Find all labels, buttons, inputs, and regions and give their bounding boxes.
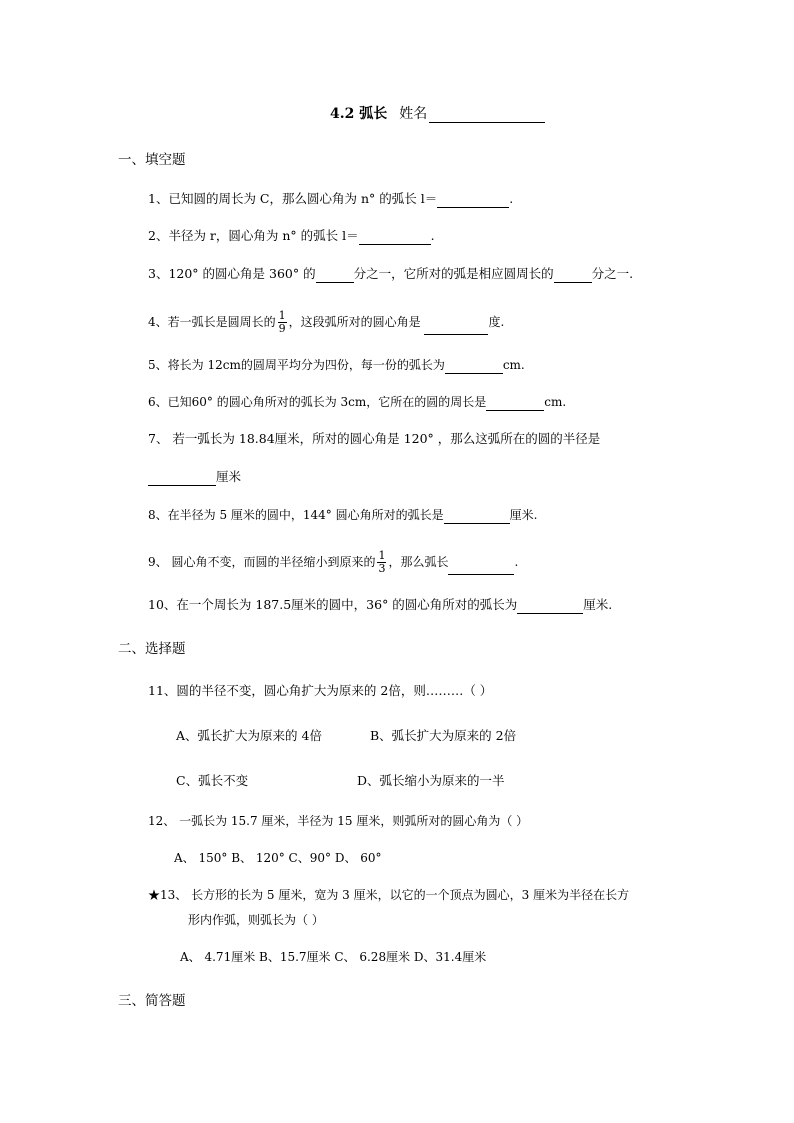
name-label: 姓名 [399, 106, 428, 122]
question-2: 2、半径为 r，圆心角为 n° 的弧长 l＝ . [148, 228, 435, 243]
question-8: 8、在半径为 5 厘米的圆中，144° 圆心角所对的弧长是 厘米. [148, 508, 538, 522]
question-12: 12、 一弧长为 15.7 厘米，半径为 15 厘米，则弧所对的圆心角为（ ） [148, 814, 529, 828]
question-9: 9、 圆心角不变，而圆的半径缩小到原来的 $\frac{1}{3}$ ，那么弧长 . [148, 549, 519, 575]
question-13: ★13、 长方形的长为 5 厘米，宽为 3 厘米，以它的一个顶点为圆心，3 厘米为半径在长方 [148, 888, 630, 902]
question-5: 5、将长为 12cm的圆周平均分为四份，每一份的弧长为 cm. [148, 358, 525, 372]
option-11b[interactable]: B、弧长扩大为原来的 2倍 [370, 728, 517, 743]
section-short-answer: 三、简答题 [118, 993, 186, 1009]
section-fill-blank: 一、填空题 [118, 152, 186, 168]
section-choice: 二、选择题 [118, 641, 186, 657]
answer-blank[interactable] [554, 269, 592, 283]
option-11d[interactable]: D、弧长缩小为原来的一半 [357, 773, 505, 788]
options-13[interactable]: A、 4.71厘米 B、15.7厘米 C、 6.28厘米 D、31.4厘米 [180, 950, 487, 964]
answer-blank[interactable] [359, 231, 431, 245]
options-12[interactable]: A、 150° B、 120° C、90° D、 60° [174, 851, 382, 865]
answer-blank[interactable] [437, 194, 509, 208]
answer-blank[interactable] [444, 510, 510, 524]
name-blank[interactable] [429, 108, 545, 123]
fraction: $\frac{1}{9}$ [278, 309, 286, 335]
option-11a[interactable]: A、弧长扩大为原来的 4倍 [176, 728, 322, 743]
answer-blank[interactable] [316, 269, 354, 283]
answer-blank[interactable] [448, 561, 514, 575]
question-1: 1、已知圆的周长为 C，那么圆心角为 n° 的弧长 l＝ . [148, 191, 514, 206]
question-13-cont: 形内作弧，则弧长为（ ） [188, 913, 324, 927]
question-7-cont: 厘米 [148, 468, 241, 486]
title-text: 4.2 弧长 [330, 106, 388, 122]
question-6: 6、已知60° 的圆心角所对的弧长为 3cm，它所在的圆的周长是 cm. [148, 395, 567, 409]
answer-blank[interactable] [486, 397, 544, 411]
question-3: 3、120° 的圆心角是 360° 的 分之一，它所对的弧是相应圆周长的 分之一. [148, 266, 634, 281]
answer-blank[interactable] [445, 360, 503, 374]
page-title [330, 103, 545, 123]
answer-blank[interactable] [424, 321, 488, 335]
question-11: 11、圆的半径不变，圆心角扩大为原来的 2倍，则………（ ） [148, 683, 493, 698]
answer-blank[interactable] [148, 472, 216, 486]
question-4: 4、若一弧长是圆周长的 $\frac{1}{9}$ ，这段弧所对的圆心角是 度. [148, 309, 505, 335]
fraction: $\frac{1}{3}$ [378, 549, 386, 575]
answer-blank[interactable] [517, 600, 583, 614]
question-7: 7、 若一弧长为 18.84厘米，所对的圆心角是 120° ，那么这弧所在的圆的半径是 [148, 431, 601, 446]
option-11c[interactable]: C、弧长不变 [176, 773, 249, 788]
question-10: 10、在一个周长为 187.5厘米的圆中，36° 的圆心角所对的弧长为 厘米. [148, 597, 613, 612]
